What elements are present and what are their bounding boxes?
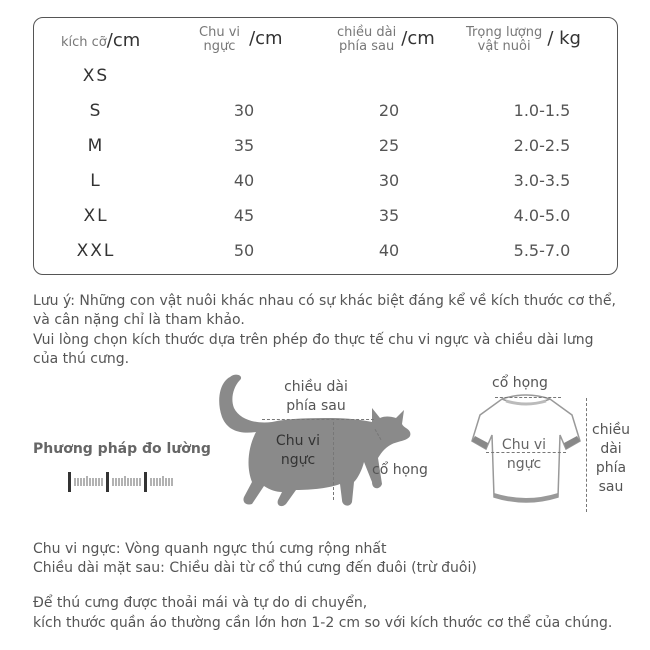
cat-chest-label-line2: ngực: [280, 452, 316, 468]
shirt-length-measure-line: [586, 398, 587, 512]
table-cell-chest: 45: [233, 206, 255, 225]
table-cell-back: 25: [378, 136, 400, 155]
cat-back-label-line1: chiều dài: [284, 379, 348, 395]
cat-back-measure-line: [262, 419, 374, 420]
definition-chest: Chu vi ngực: Vòng quanh ngực thú cưng rộng nhất: [33, 541, 387, 557]
header-weight-line2: vật nuôi: [477, 38, 531, 54]
cat-chest-measure-line: [333, 422, 334, 500]
ruler-icon: [68, 470, 180, 494]
header-size-label: kích cỡ: [61, 35, 107, 50]
table-cell-size: XL: [83, 206, 109, 226]
definition-back: Chiều dài mặt sau: Chiều dài từ cổ thú cưng đến đuôi (trừ đuôi): [33, 560, 477, 576]
table-cell-chest: 30: [233, 101, 255, 120]
table-cell-back: 40: [378, 241, 400, 260]
shirt-length-label-line2: dài: [600, 441, 622, 457]
shirt-length-label: [588, 421, 634, 497]
header-weight-unit: / kg: [547, 28, 581, 50]
header-chest: [199, 26, 283, 53]
shirt-length-label-line3: phía: [595, 460, 627, 476]
header-chest-unit: /cm: [249, 28, 283, 50]
table-cell-size: M: [87, 136, 105, 156]
header-back-line2: phía sau: [339, 38, 395, 54]
table-cell-back: 30: [378, 171, 400, 190]
header-back: [337, 26, 435, 53]
table-cell-weight: 3.0-3.5: [513, 171, 571, 190]
cat-back-label: [268, 378, 364, 416]
note-line-4: của thú cưng.: [33, 351, 130, 367]
header-chest-line1: Chu vi: [199, 25, 240, 40]
note-line-3: Vui lòng chọn kích thước dựa trên phép đo thực tế chu vi ngực và chiều dài lưng: [33, 332, 594, 348]
header-chest-line2: ngực: [203, 38, 236, 54]
cat-neck-label: cổ họng: [372, 462, 428, 478]
table-cell-back: 20: [378, 101, 400, 120]
table-cell-size: L: [90, 171, 102, 191]
table-cell-weight: 4.0-5.0: [513, 206, 571, 225]
table-cell-chest: 35: [233, 136, 255, 155]
header-size: [61, 32, 140, 51]
table-cell-weight: 2.0-2.5: [513, 136, 571, 155]
note-line-2: và cân nặng chỉ là tham khảo.: [33, 312, 245, 328]
shirt-chest-label: [492, 436, 556, 474]
table-cell-weight: 5.5-7.0: [513, 241, 571, 260]
shirt-chest-label-line2: ngực: [506, 456, 542, 472]
advice-line-2: kích thước quần áo thường cần lớn hơn 1-2 cm so với kích thước cơ thể của chúng.: [33, 615, 613, 631]
cat-back-label-line2: phía sau: [286, 398, 346, 414]
table-cell-back: 35: [378, 206, 400, 225]
table-cell-weight: 1.0-1.5: [513, 101, 571, 120]
table-cell-size: S: [89, 101, 103, 121]
table-cell-chest: 50: [233, 241, 255, 260]
cat-chest-label: [266, 432, 330, 470]
header-size-unit: /cm: [106, 30, 141, 51]
cat-chest-label-line1: Chu vi: [275, 433, 321, 449]
table-cell-size: XS: [82, 66, 110, 86]
shirt-neck-measure-line: [495, 397, 561, 398]
table-cell-chest: 40: [233, 171, 255, 190]
shirt-chest-label-line1: Chu vi: [501, 437, 547, 453]
advice-line-1: Để thú cưng được thoải mái và tự do di chuyển,: [33, 595, 368, 611]
shirt-length-label-line1: chiều: [592, 422, 630, 438]
header-weight-line1: Trọng lượng: [466, 25, 543, 40]
method-title: Phương pháp đo lường: [33, 441, 211, 457]
note-line-1: Lưu ý: Những con vật nuôi khác nhau có sự khác biệt đáng kể về kích thước cơ thể,: [33, 293, 616, 309]
shirt-neck-label: cổ họng: [492, 375, 548, 391]
header-back-line1: chiều dài: [337, 25, 397, 40]
size-table: [33, 17, 618, 275]
header-weight: [466, 26, 581, 53]
header-back-unit: /cm: [401, 28, 435, 50]
shirt-length-label-line4: sau: [598, 479, 624, 495]
table-cell-size: XXL: [76, 241, 116, 261]
